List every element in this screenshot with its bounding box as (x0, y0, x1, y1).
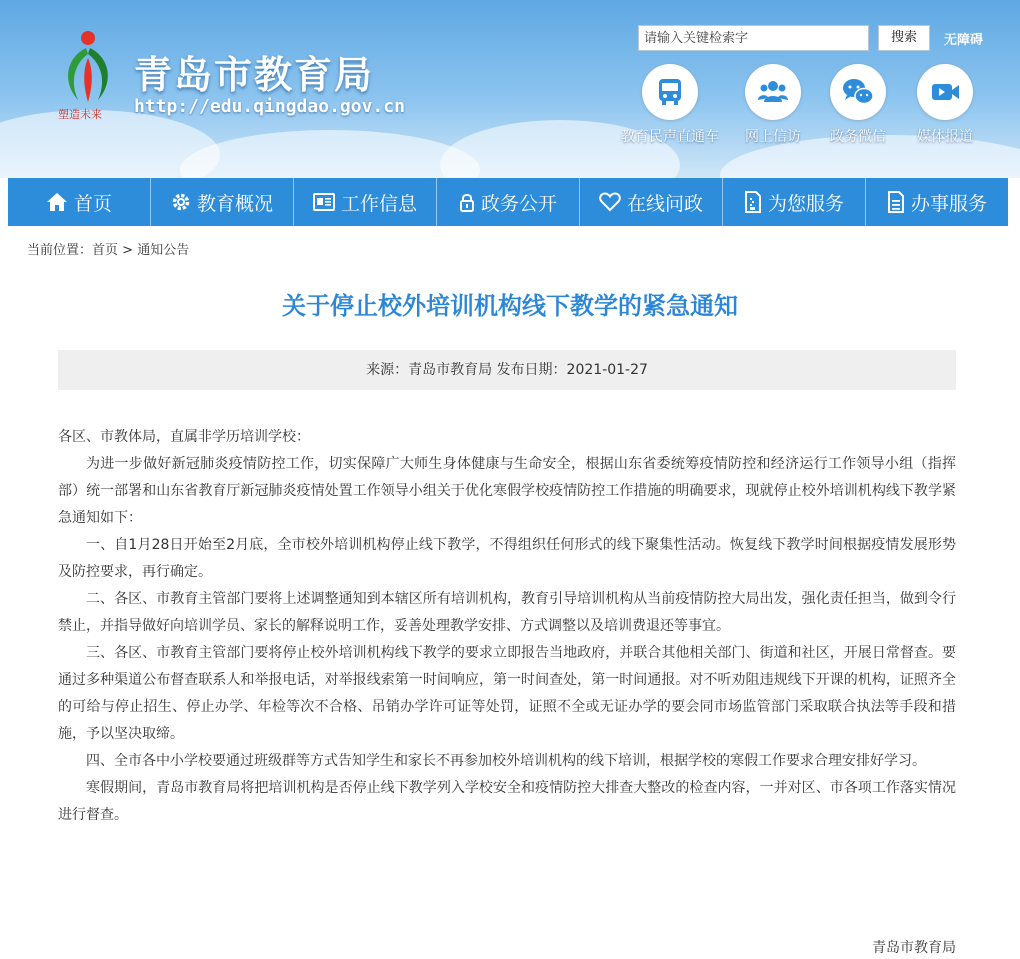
nav-item-label: 教育概况 (196, 192, 273, 215)
breadcrumb-current-link[interactable]: 通知公告 (137, 243, 190, 258)
article-paragraph: 二、各区、市教育主管部门要将上述调整通知到本辖区所有培训机构，教育引导培训机构从当前疫情防控大局出发，强化责任担当，做到令行禁止，并指导做好向培训学员、家长的解释说明工作，妥善处理教学安排、方式调整以及培训费退还等事宜。 (58, 591, 956, 634)
article-title: 关于停止校外培训机构线下教学的紧急通知 (282, 292, 738, 320)
quick-link-icon-wrap (917, 64, 973, 120)
bus-icon (654, 76, 686, 108)
site-url: http://edu.qingdao.gov.cn (134, 96, 405, 117)
quick-link-icon-wrap (745, 64, 801, 120)
nav-item-label: 首页 (73, 192, 112, 215)
search-input[interactable] (638, 25, 869, 51)
svg-text:塑造未来: 塑造未来 (58, 108, 102, 121)
nav-item-label: 工作信息 (340, 192, 417, 215)
header-cloud (180, 130, 480, 178)
article-paragraph: 为进一步做好新冠肺炎疫情防控工作，切实保障广大师生身体健康与生命安全，根据山东省委统筹疫情防控和经济运行工作领导小组（指挥部）统一部署和山东省教育厅新冠肺炎疫情处置工作领导小组关于优化寒假学校疫情防控工作措施的明确要求，现就停止校外培训机构线下教学紧急通知如下： (58, 456, 956, 526)
site-logo[interactable] (56, 30, 118, 122)
main-nav (8, 178, 1008, 226)
quick-link-media-reports[interactable] (890, 64, 1000, 146)
quick-link-label: 教育民声直通车 (621, 129, 719, 145)
article-body (58, 424, 956, 829)
video-icon (929, 76, 961, 108)
article-paragraph: 三、各区、市教育主管部门要将停止校外培训机构线下教学的要求立即报告当地政府，并联合其他相关部门、街道和社区，开展日常督查。要通过多种渠道公布督查联系人和举报电话，对举报线索第一时间响应，第一时间查处，第一时间通报。对不听劝阻违规线下开课的机构，证照齐全的可给与停止招生、停止办学、年检等次不合格、吊销办学许可证等处罚，证照不全或无证办学的要会同市场监管部门采取联合执法等手段和措施，予以坚决取缔。 (58, 645, 956, 742)
quick-link-education-bus[interactable] (615, 64, 725, 146)
quick-link-label: 网上信访 (745, 129, 801, 145)
wechat-icon (841, 76, 875, 108)
gear-icon (171, 192, 191, 212)
nav-item-work-info[interactable] (294, 178, 437, 226)
users-icon (757, 76, 789, 108)
article-paragraph: 寒假期间，青岛市教育局将把培训机构是否停止线下教学列入学校安全和疫情防控大排查大整改的检查内容，一并对区、市各项工作落实情况进行督查。 (58, 780, 956, 823)
accessibility-link[interactable]: 无障碍 (944, 33, 984, 48)
heart-icon (599, 192, 621, 212)
nav-item-home[interactable] (8, 178, 151, 226)
qingdao-education-emblem-icon (56, 30, 118, 122)
nav-item-label: 在线问政 (626, 192, 703, 215)
nav-item-education-overview[interactable] (151, 178, 294, 226)
site-header (0, 0, 1020, 178)
quick-link-icon-wrap (642, 64, 698, 120)
home-icon (46, 192, 68, 212)
nav-item-label: 政务公开 (480, 192, 557, 215)
quick-link-icon-wrap (830, 64, 886, 120)
quick-link-label: 媒体报道 (917, 129, 973, 145)
nav-item-online-inquiry[interactable] (580, 178, 723, 226)
nav-item-label: 办事服务 (910, 192, 987, 215)
breadcrumb-home-link[interactable]: 首页 (92, 243, 119, 258)
article-paragraph: 四、全市各中小学校要通过班级群等方式告知学生和家长不再参加校外培训机构的线下培训，根据学校的寒假工作要求合理安排好学习。 (86, 753, 926, 769)
quick-link-label: 政务微信 (830, 129, 886, 145)
article-salutation: 各区、市教体局，直属非学历培训学校： (58, 429, 310, 445)
search-button[interactable]: 搜索 (878, 25, 930, 51)
file-text-icon (887, 191, 905, 213)
nav-item-office-services[interactable] (866, 178, 1008, 226)
article-meta: 来源：青岛市教育局 发布日期：2021-01-27 (58, 350, 956, 390)
nav-item-services-for-you[interactable] (723, 178, 866, 226)
nav-item-gov-affairs[interactable] (437, 178, 580, 226)
newspaper-icon (313, 193, 335, 211)
site-name: 青岛市教育局 (134, 53, 375, 97)
breadcrumb (27, 239, 189, 258)
breadcrumb-prefix: 当前位置： (27, 243, 93, 258)
lock-icon (459, 192, 475, 212)
document-icon (744, 191, 762, 213)
article-signature: 青岛市教育局 (872, 940, 956, 956)
breadcrumb-separator: > (118, 243, 138, 258)
article-paragraph: 一、自1月28日开始至2月底，全市校外培训机构停止线下教学，不得组织任何形式的线下聚集性活动。恢复线下教学时间根据疫情发展形势及防控要求，再行确定。 (58, 537, 956, 580)
nav-item-label: 为您服务 (767, 192, 844, 215)
